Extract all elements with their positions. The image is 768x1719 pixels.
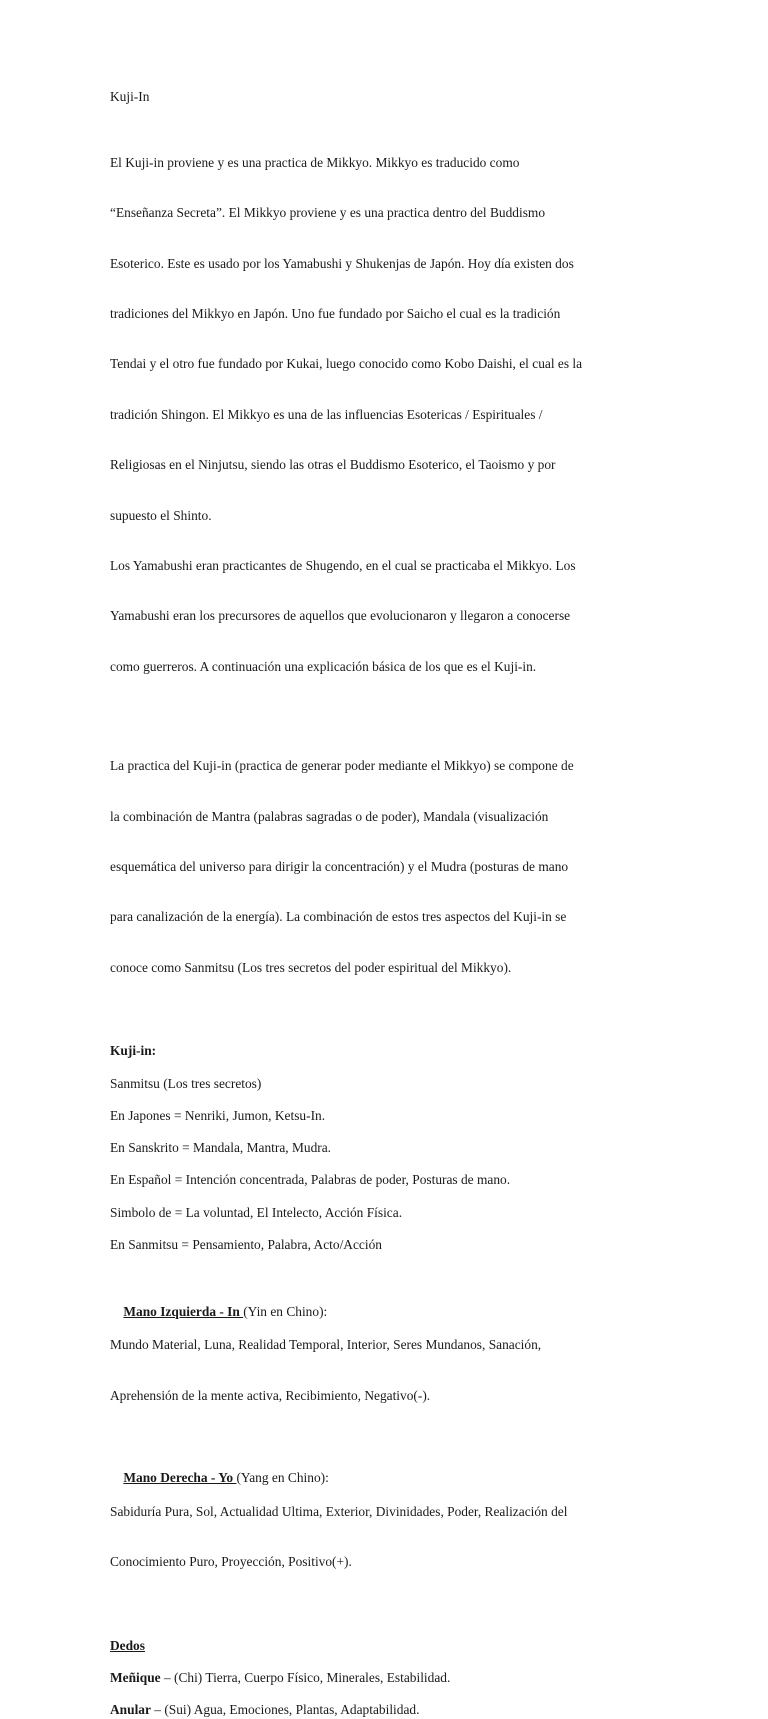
text-line: la combinación de Mantra (palabras sagradas o de poder), Mandala (visualización [110,808,549,824]
kuji-item: En Español = Intención concentrada, Palabras de poder, Posturas de mano. [110,1172,511,1188]
finger-desc: – (Sui) Agua, Emociones, Plantas, Adaptabilidad. [150,1702,420,1718]
text-line: El Kuji-in proviene y es una practica de Mikkyo. Mikkyo es traducido como [110,154,520,170]
text-line: como guerreros. A continuación una explicación básica de los que es el Kuji-in. [110,658,537,674]
right-hand-title-suffix: (Yang en Chino): [236,1470,329,1486]
text-line: Religiosas en el Ninjutsu, siendo las otras el Buddismo Esoterico, el Taoismo y por [110,457,556,473]
kuji-item: Simbolo de = La voluntad, El Intelecto, Acción Física. [110,1204,403,1220]
text-line: conoce como Sanmitsu (Los tres secretos del poder espiritual del Mikkyo). [110,959,512,975]
text-line: Los Yamabushi eran practicantes de Shugendo, en el cual se practicaba el Mikkyo. Los [110,558,576,574]
text-line: “Enseñanza Secreta”. El Mikkyo proviene y es una practica dentro del Buddismo [110,205,546,221]
right-hand-title: Mano Derecha - Yo [123,1470,237,1486]
spacer [110,1092,670,1108]
text-line: supuesto el Shinto. [110,507,212,523]
left-hand-section [110,1287,670,1438]
practice-paragraph [110,725,670,1011]
right-hand-section [110,1453,670,1604]
text-line: Yamabushi eran los precursores de aquellos que evolucionaron y llegaron a conocerse [110,608,571,624]
kuji-item: En Sanmitsu = Pensamiento, Palabra, Acto/Acción [110,1237,382,1253]
left-hand-title: Mano Izquierda - In [123,1303,244,1319]
fingers-heading: Dedos [110,1637,145,1653]
text-line: Conocimiento Puro, Proyección, Positivo(+). [110,1554,352,1570]
finger-desc: – (Chi) Tierra, Cuerpo Físico, Minerales, Estabilidad. [160,1669,451,1685]
spacer [110,1654,670,1670]
spacer [110,1605,670,1638]
document-title: Kuji-In [110,89,150,104]
text-line: La practica del Kuji-in (practica de generar poder mediante el Mikkyo) se compone de [110,758,574,774]
spacer [110,1254,670,1287]
intro-paragraph [110,121,670,709]
text-line: esquemática del universo para dirigir la concentración) y el Mudra (posturas de mano [110,859,569,875]
finger-item [110,1702,670,1719]
text-line: para canalización de la energía). La combinación de estos tres aspectos del Kuji-in se [110,909,567,925]
finger-name: Anular [110,1702,151,1718]
text-line: tradiciones del Mikkyo en Japón. Uno fue fundado por Saicho el cual es la tradición [110,306,561,322]
text-line: Tendai y el otro fue fundado por Kukai, luego conocido como Kobo Daishi, el cual es la [110,356,583,372]
spacer [110,1438,670,1454]
text-line: tradición Shingon. El Mikkyo es una de las influencias Esotericas / Espirituales / [110,406,543,422]
finger-name: Meñique [110,1669,161,1685]
finger-item [110,1670,670,1687]
spacer [110,709,670,725]
kuji-item: En Japones = Nenriki, Jumon, Ketsu-In. [110,1107,326,1123]
spacer [110,1189,670,1205]
spacer [110,1010,670,1043]
text-line: Sabiduría Pura, Sol, Actualidad Ultima, Exterior, Divinidades, Poder, Realización del [110,1503,568,1519]
kuji-in-heading: Kuji-in: [110,1043,157,1059]
spacer [110,1125,670,1141]
spacer [110,1687,670,1703]
spacer [110,1222,670,1238]
spacer [110,1157,670,1173]
document-page [110,89,670,1719]
spacer [110,1060,670,1076]
left-hand-title-suffix: (Yin en Chino): [243,1303,328,1319]
text-line: Mundo Material, Luna, Realidad Temporal, Interior, Seres Mundanos, Sanación, [110,1337,542,1353]
text-line: Aprehensión de la mente activa, Recibimiento, Negativo(-). [110,1387,431,1403]
kuji-item: Sanmitsu (Los tres secretos) [110,1075,262,1091]
text-line: Esoterico. Este es usado por los Yamabushi y Shukenjas de Japón. Hoy día existen dos [110,255,574,271]
spacer [110,106,670,122]
kuji-item: En Sanskrito = Mandala, Mantra, Mudra. [110,1140,332,1156]
